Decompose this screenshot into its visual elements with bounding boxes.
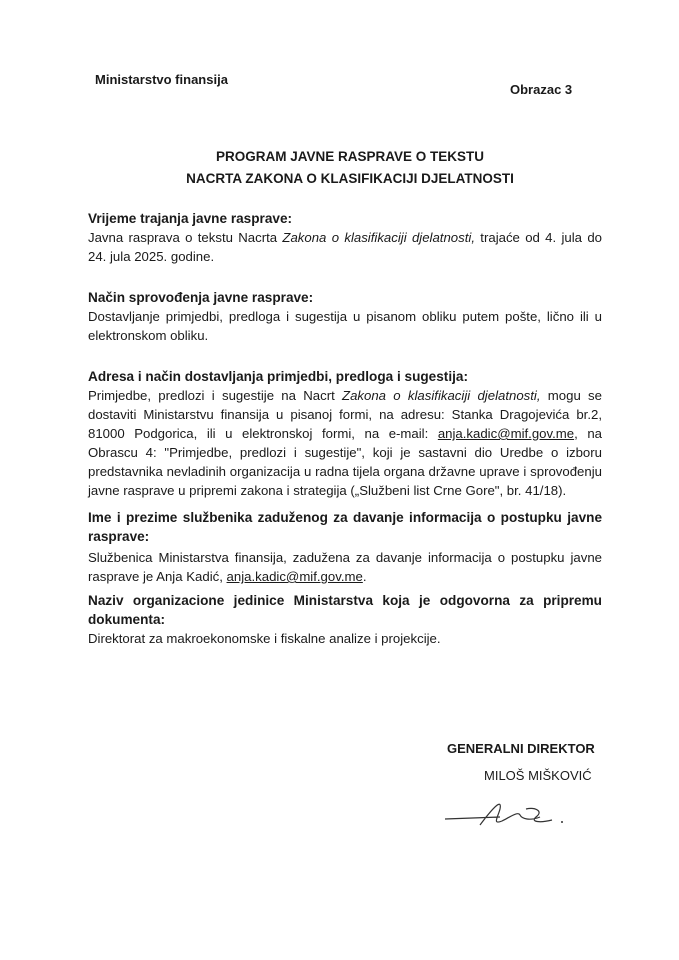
law-title: Zakona o klasifikaciji djelatnosti, xyxy=(342,388,541,403)
section-body: Direktorat za makroekonomske i fiskalne analize i projekcije. xyxy=(88,631,441,646)
body-text: , na Obrascu 4: "Primjedbe, predlozi i sugestije", koji je sastavni dio Uredbe o izboru predstavnika nevladinih organizacija u radna tijela organa državne uprave i sprovođenju javne rasprave u pripremi zakona i strategija („Službeni list Crne Gore", br. 41/18). xyxy=(88,426,602,498)
body-text: Službenica Ministarstva finansija, zadužena za davanje informacija o postupku javne rasprave je Anja Kadić, xyxy=(88,550,602,584)
form-label: Obrazac 3 xyxy=(510,82,573,97)
title-line-2: NACRTA ZAKONA O KLASIFIKACIJI DJELATNOSTI xyxy=(186,171,514,186)
section-heading: Ime i prezime službenika zaduženog za davanje informacija o postupku javne rasprave: xyxy=(88,510,602,544)
document-title xyxy=(0,146,679,190)
email-link[interactable]: anja.kadic@mif.gov.me xyxy=(226,569,363,584)
body-text: . xyxy=(362,569,367,584)
section-body xyxy=(88,228,602,266)
section-org-unit xyxy=(88,591,602,648)
signatory-name: MILOŠ MIŠKOVIĆ xyxy=(484,768,592,783)
section-address xyxy=(88,367,602,500)
body-text: mogu se dostaviti Ministarstvu finansija u pisanoj formi, na adresu: Stanka Dragojevića br.2, 81000 Podgorica, ili u elektronskoj formi, na e-mail: xyxy=(88,388,602,441)
section-duration xyxy=(88,209,602,266)
section-heading: Vrijeme trajanja javne rasprave: xyxy=(88,211,293,226)
email-link[interactable]: anja.kadic@mif.gov.me xyxy=(437,426,575,441)
section-body: Dostavljanje primjedbi, predloga i sugestija u pisanom obliku putem pošte, lično ili u elektronskom obliku. xyxy=(88,309,602,343)
section-method xyxy=(88,288,602,345)
ministry-name: Ministarstvo finansija xyxy=(95,72,228,87)
body-text: Primjedbe, predlozi i sugestije na Nacrt xyxy=(88,388,343,403)
section-body xyxy=(88,548,602,586)
section-body xyxy=(88,386,602,500)
law-title: Zakona o klasifikaciji djelatnosti, xyxy=(282,230,475,245)
title-line-1: PROGRAM JAVNE RASPRAVE O TEKSTU xyxy=(215,149,485,164)
handwritten-signature xyxy=(440,795,580,835)
section-heading: Naziv organizacione jedinice Ministarstva koja je odgovorna za pripremu dokumenta: xyxy=(88,593,602,627)
section-heading: Način sprovođenja javne rasprave: xyxy=(88,290,314,305)
section-contact-person xyxy=(88,508,602,586)
signatory-title: GENERALNI DIREKTOR xyxy=(447,741,595,756)
body-text: Javna rasprava o tekstu Nacrta xyxy=(88,230,283,245)
section-heading: Adresa i način dostavljanja primjedbi, predloga i sugestija: xyxy=(88,369,468,384)
body-text: trajaće od 4. jula do 24. jula 2025. godine. xyxy=(88,230,602,264)
